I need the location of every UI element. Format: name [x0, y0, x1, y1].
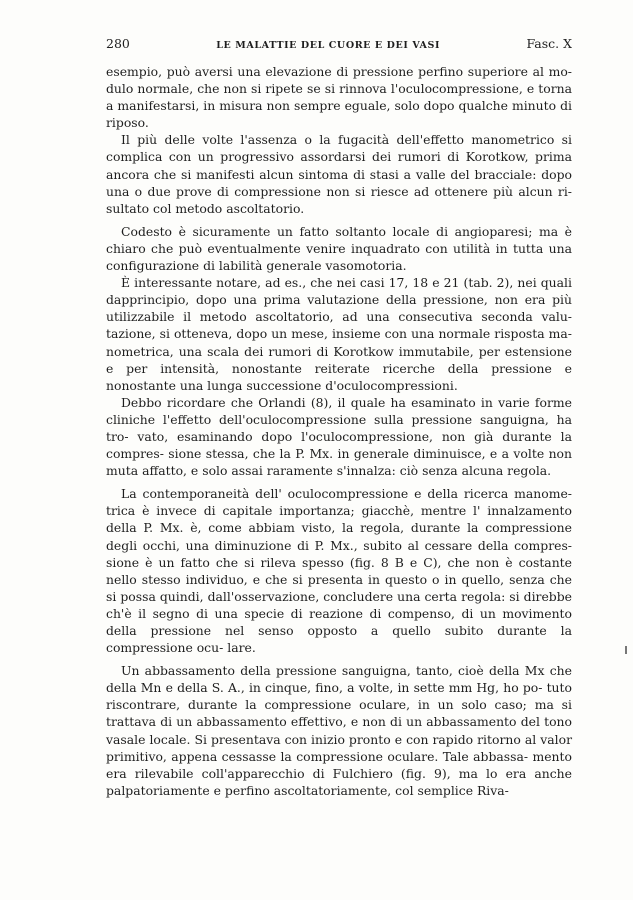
text-line: esempio, può aversi una elevazione di pressione perfino superiore al mo- [106, 64, 572, 79]
paragraph [106, 485, 572, 656]
body-text [106, 63, 572, 799]
text-line: Debbo ricordare che Orlandi (8), il quale ha esaminato in varie forme [121, 394, 572, 410]
text-line: e per intensità, nonostante reiterate ricerche della pressione e nonostante [106, 360, 572, 393]
text-line: La contemporaneità dell' oculocompressione e della ricerca manome- [121, 486, 572, 502]
text-line: nello stesso individuo, e che si presenta in questo o in quello, senza che [106, 571, 572, 587]
text-line: ch'è il segno di una specie di reazione di compenso, di un movimento della [106, 605, 572, 638]
text-line: lare. [227, 640, 256, 656]
text-line: della Mn e della S. A., in cinque, fino, a volte, in sette mm Hg, ho po- [106, 680, 543, 696]
text-line: sione stessa, che la P. Mx. in generale diminuisce, e a volte non muta [106, 446, 572, 479]
text-line: sione è un fatto che si rileva spesso (fig. 8 B e C), che non è costante [106, 554, 572, 570]
running-title: LE MALATTIE DEL CUORE E DEI VASI [216, 40, 441, 51]
text-line: pressione nel senso opposto a quello subito durante la compressione ocu- [106, 623, 572, 656]
text-line: dulo normale, che non si ripete se si rinnova l'oculocompressione, e torna [106, 81, 572, 97]
book-page [106, 36, 572, 799]
paragraph [106, 662, 572, 799]
text-line: Codesto è sicuramente un fatto soltanto locale di angioparesi; ma è [121, 223, 572, 239]
text-line: Il più delle volte l'assenza o la fugacità dell'effetto manometrico si [121, 132, 572, 148]
text-line: tuto riscontrare, durante la compressione oculare, in un solo caso; ma si [106, 680, 572, 713]
paragraph [106, 131, 572, 216]
text-line: complica con un progressivo assordarsi dei rumori di Korotkow, prima [106, 149, 572, 165]
paragraph [106, 223, 572, 274]
text-line: mento era rilevabile coll'apparecchio di Fulchiero (fig. 9), ma lo era [106, 748, 572, 781]
text-line: vato, esaminando dopo l'oculocompressione, non già durante la compres- [106, 428, 572, 462]
text-line: della P. Mx. è, come abbiam visto, la regola, durante la compressione [106, 520, 572, 536]
text-line: nometrica, una scala dei rumori di Korotkow immutabile, per estensione [106, 343, 572, 359]
text-line: ancora che si manifesti alcun sintoma di stasi a valle del bracciale: dopo [106, 166, 572, 182]
margin-mark [625, 646, 627, 654]
text-line: degli occhi, una diminuzione di P. Mx., subito al cessare della compres- [106, 537, 572, 553]
paragraph-continuation [106, 63, 572, 131]
text-line: tazione, si otteneva, dopo un mese, insieme con una normale risposta ma- [106, 326, 572, 342]
text-line: sultato col metodo ascoltatorio. [106, 200, 305, 216]
fascicle-label: Fasc. X [526, 36, 572, 51]
text-line: chiaro che può eventualmente venire inquadrato con utilità in tutta una [106, 240, 572, 256]
text-line: trattava di un abbassamento effettivo, e non di un abbassamento del tono [106, 714, 572, 730]
text-line: anche palpatoriamente e perfino ascoltatoriamente, col semplice Riva- [106, 765, 572, 798]
page-number: 280 [106, 36, 130, 51]
text-line: una o due prove di compressione non si riesce ad ottenere più alcun ri- [106, 183, 572, 199]
text-line: configurazione di labilità generale vasomotoria. [106, 258, 407, 274]
text-line: a manifestarsi, in misura non sempre eguale, solo dopo qualche minuto [106, 98, 557, 114]
text-line: una lunga successione d'oculocompressioni. [179, 377, 458, 393]
text-line: quali dapprincipio, dopo una prima valutazione della pressione, non era [106, 275, 572, 308]
paragraph [106, 274, 572, 394]
text-line: È interessante notare, ad es., che nei casi 17, 18 e 21 (tab. 2), nei [121, 275, 537, 291]
text-line: affatto, e solo assai raramente s'innalza: ciò senza alcuna regola. [142, 463, 552, 479]
paragraph [106, 394, 572, 479]
text-line: di riposo. [106, 98, 572, 131]
text-line: valor primitivo, appena cessasse la compressione oculare. Tale abbassa- [106, 731, 572, 764]
text-line: si possa quindi, dall'osservazione, concludere una certa regola: si direbbe [106, 588, 572, 604]
text-line: Un abbassamento della pressione sanguigna, tanto, cioè della Mx che [121, 663, 572, 679]
text-line: trica è invece di capitale importanza; giacchè, mentre l' innalzamento [106, 503, 572, 519]
text-line: cliniche l'effetto dell'oculocompressione sulla pressione sanguigna, ha tro- [106, 411, 572, 444]
text-line: più utilizzabile il metodo ascoltatorio, ad una consecutiva seconda valu- [106, 292, 572, 325]
running-header [106, 36, 572, 51]
text-line: vasale locale. Si presentava con inizio pronto e con rapido ritorno al [106, 731, 537, 747]
